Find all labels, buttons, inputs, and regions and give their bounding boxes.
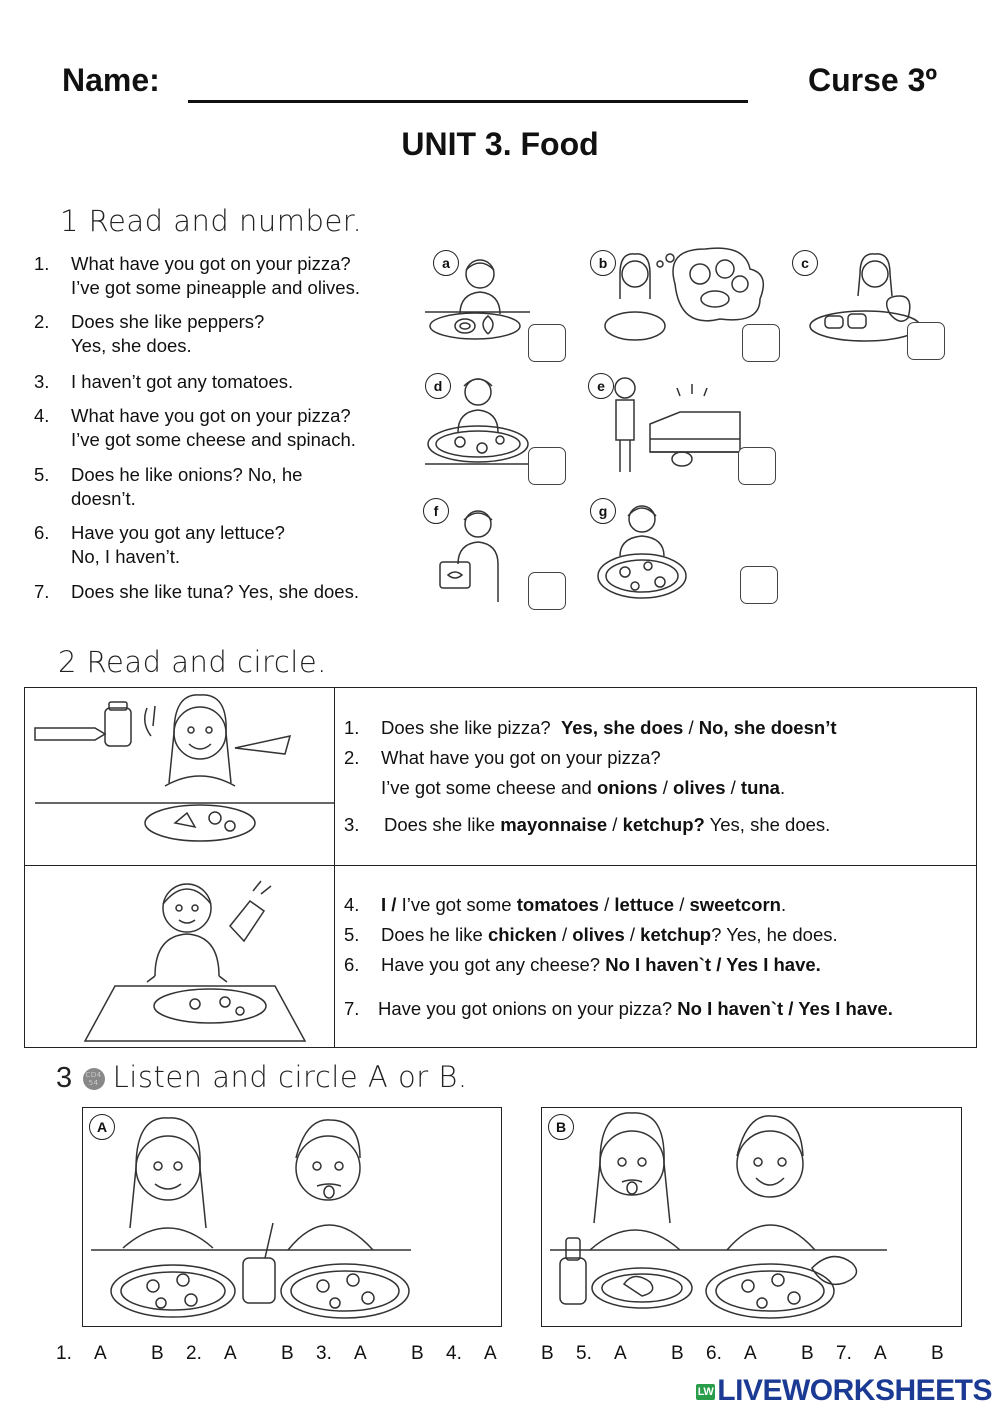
question-5: [344, 924, 838, 946]
unit-topic: Food: [520, 126, 599, 162]
answer-option-b[interactable]: B: [151, 1343, 164, 1364]
answer-option-a[interactable]: A: [224, 1343, 237, 1364]
section3-panel-b: [541, 1107, 962, 1327]
answer-option-b[interactable]: B: [411, 1343, 424, 1364]
item-line1: I haven’t got any tomatoes.: [71, 371, 294, 392]
option-mayonnaise[interactable]: mayonnaise: [500, 814, 608, 835]
answer-num: 2.: [186, 1343, 202, 1364]
section3-title-row: [56, 1060, 468, 1095]
question-number: 2.: [344, 747, 360, 768]
picture-letter-f: f: [423, 498, 449, 524]
picture-letter-b: b: [590, 250, 616, 276]
item-line2: No, I haven’t.: [71, 546, 181, 567]
answer-option-a[interactable]: A: [744, 1343, 757, 1364]
panel-letter-a: A: [89, 1114, 115, 1140]
answer-option-b[interactable]: B: [931, 1343, 944, 1364]
picture-letter-c: c: [792, 250, 818, 276]
section2-title: 2 Read and circle.: [58, 645, 327, 679]
question-text: What have you got on your pizza?: [381, 747, 661, 768]
item-number: 4.: [34, 405, 50, 426]
picture-letter-g: g: [590, 498, 616, 524]
answer-box-b[interactable]: [742, 324, 780, 362]
option-lettuce[interactable]: lettuce: [614, 894, 675, 915]
answer-option-b[interactable]: B: [281, 1343, 294, 1364]
answer-option-a[interactable]: A: [614, 1343, 627, 1364]
option-onions[interactable]: onions: [596, 777, 658, 798]
answer-option-a[interactable]: A: [484, 1343, 497, 1364]
answer-num: 6.: [706, 1343, 722, 1364]
name-input-line[interactable]: [188, 100, 748, 103]
answer-box-g[interactable]: [740, 566, 778, 604]
item-number: 3.: [34, 371, 50, 392]
question-2: [344, 747, 661, 769]
question-text: Does she like: [384, 814, 496, 835]
question-7-options[interactable]: No I haven`t / Yes I have.: [677, 998, 893, 1019]
option-sweetcorn[interactable]: sweetcorn: [689, 894, 781, 915]
course-label: Curse 3º: [808, 62, 938, 98]
separator: /: [612, 814, 618, 835]
question-number: 3.: [344, 814, 360, 835]
option-no[interactable]: No, she doesn’t: [698, 717, 837, 738]
picture-letter-a: a: [433, 250, 459, 276]
cd-label-bottom: 54: [88, 1079, 99, 1087]
option-i[interactable]: I: [381, 894, 387, 915]
separator: /: [391, 894, 397, 915]
name-label: Name:: [62, 62, 160, 98]
item-number: 6.: [34, 522, 50, 543]
answer-box-a[interactable]: [528, 324, 566, 362]
question-6-options[interactable]: No I haven`t / Yes I have.: [605, 954, 821, 975]
answer-box-c[interactable]: [907, 322, 945, 360]
section2-picture-1: [25, 688, 335, 866]
cd-label-top: CD4: [85, 1071, 102, 1079]
question-6: [344, 954, 821, 976]
question-1: [344, 717, 837, 739]
logo-icon: LW: [697, 1386, 714, 1399]
answer-option-a[interactable]: A: [94, 1343, 107, 1364]
section3-number: 3: [56, 1062, 73, 1094]
period: .: [779, 777, 786, 798]
question-text: I’ve got some cheese and: [381, 777, 592, 798]
question-number: 5.: [344, 924, 360, 945]
option-chicken[interactable]: chicken: [487, 924, 557, 945]
separator: /: [662, 777, 668, 798]
item-line1: What have you got on your pizza?: [71, 253, 351, 274]
question-text: Does he like: [381, 924, 483, 945]
item-number: 5.: [34, 464, 50, 485]
option-yes[interactable]: Yes, she does: [560, 717, 684, 738]
liveworksheets-logo: [696, 1374, 992, 1408]
question-number: 7.: [344, 998, 360, 1019]
item-line1: Does she like tuna? Yes, she does.: [71, 581, 359, 602]
section2-questions-2: [335, 866, 977, 1048]
answer-option-b[interactable]: B: [801, 1343, 814, 1364]
item-line2: Yes, she does.: [71, 335, 192, 356]
picture-c-girl-peppers: [810, 254, 920, 341]
item-line1: Does she like peppers?: [71, 311, 265, 332]
item-number: 2.: [34, 311, 50, 332]
panel-a-drawing: [83, 1108, 501, 1326]
item-line2: I’ve got some pineapple and olives.: [71, 277, 360, 298]
separator: /: [730, 777, 736, 798]
boy-ketchup-drawing: [25, 866, 334, 1042]
question-number: 6.: [344, 954, 360, 975]
question-4: [344, 894, 786, 916]
answer-num: 5.: [576, 1343, 592, 1364]
item-line2: doesn’t.: [71, 488, 136, 509]
question-text: ? Yes, he does.: [711, 924, 838, 945]
section2-questions-1: [335, 688, 977, 866]
panel-b-drawing: [542, 1108, 961, 1326]
answer-option-a[interactable]: A: [874, 1343, 887, 1364]
option-ketchup[interactable]: ketchup: [640, 924, 712, 945]
separator: /: [688, 717, 694, 738]
answer-box-d[interactable]: [528, 447, 566, 485]
item-number: 1.: [34, 253, 50, 274]
option-tomatoes[interactable]: tomatoes: [516, 894, 599, 915]
question-3: [344, 814, 830, 836]
separator: /: [604, 894, 610, 915]
picture-f-boy-tuna: [440, 511, 498, 602]
question-text: Yes, she does.: [709, 814, 831, 835]
option-ketchup[interactable]: ketchup?: [622, 814, 705, 835]
answer-option-a[interactable]: A: [354, 1343, 367, 1364]
section3-answers: [56, 1343, 951, 1365]
answer-option-b[interactable]: B: [671, 1343, 684, 1364]
answer-box-f[interactable]: [528, 572, 566, 610]
answer-num: 1.: [56, 1343, 72, 1364]
period: .: [780, 894, 787, 915]
picture-e-girl-crate: [615, 378, 740, 472]
item-line2: I’ve got some cheese and spinach.: [71, 429, 356, 450]
separator: /: [679, 894, 685, 915]
question-number: 4.: [344, 894, 360, 915]
question-number: 1.: [344, 717, 360, 738]
question-text: Does she like pizza?: [381, 717, 551, 738]
separator: /: [562, 924, 568, 945]
section1-pictures: [420, 244, 980, 614]
section3-panel-a: [82, 1107, 502, 1327]
answer-num: 7.: [836, 1343, 852, 1364]
answer-box-e[interactable]: [738, 447, 776, 485]
picture-letter-d: d: [425, 373, 451, 399]
page-title: [0, 126, 1000, 163]
section1-title: 1 Read and number.: [60, 204, 363, 238]
question-2-answer: [381, 777, 785, 799]
item-line1: What have you got on your pizza?: [71, 405, 351, 426]
girl-pizza-drawing: [25, 688, 334, 860]
question-text: Have you got onions on your pizza?: [378, 998, 673, 1019]
answer-num: 4.: [446, 1343, 462, 1364]
unit-number: UNIT 3.: [401, 126, 512, 162]
option-olives[interactable]: olives: [572, 924, 625, 945]
picture-b-girl-tomatoes: [605, 248, 763, 340]
answer-option-b[interactable]: B: [541, 1343, 554, 1364]
item-number: 7.: [34, 581, 50, 602]
item-line1: Have you got any lettuce?: [71, 522, 285, 543]
cd-icon: [83, 1068, 105, 1090]
answer-num: 3.: [316, 1343, 332, 1364]
logo-text: LIVEWORKSHEETS: [717, 1374, 992, 1407]
question-text: I’ve got some: [401, 894, 512, 915]
separator: /: [629, 924, 636, 945]
section2-picture-2: [25, 866, 335, 1048]
section3-title: Listen and circle A or B.: [112, 1060, 468, 1094]
option-tuna[interactable]: tuna: [740, 777, 780, 798]
option-olives[interactable]: olives: [673, 777, 726, 798]
item-line1: Does he like onions? No, he: [71, 464, 303, 485]
question-7: [344, 998, 893, 1020]
question-text: Have you got any cheese?: [381, 954, 601, 975]
section2-table: [24, 687, 977, 1048]
picture-letter-e: e: [588, 373, 614, 399]
panel-letter-b: B: [548, 1114, 574, 1140]
